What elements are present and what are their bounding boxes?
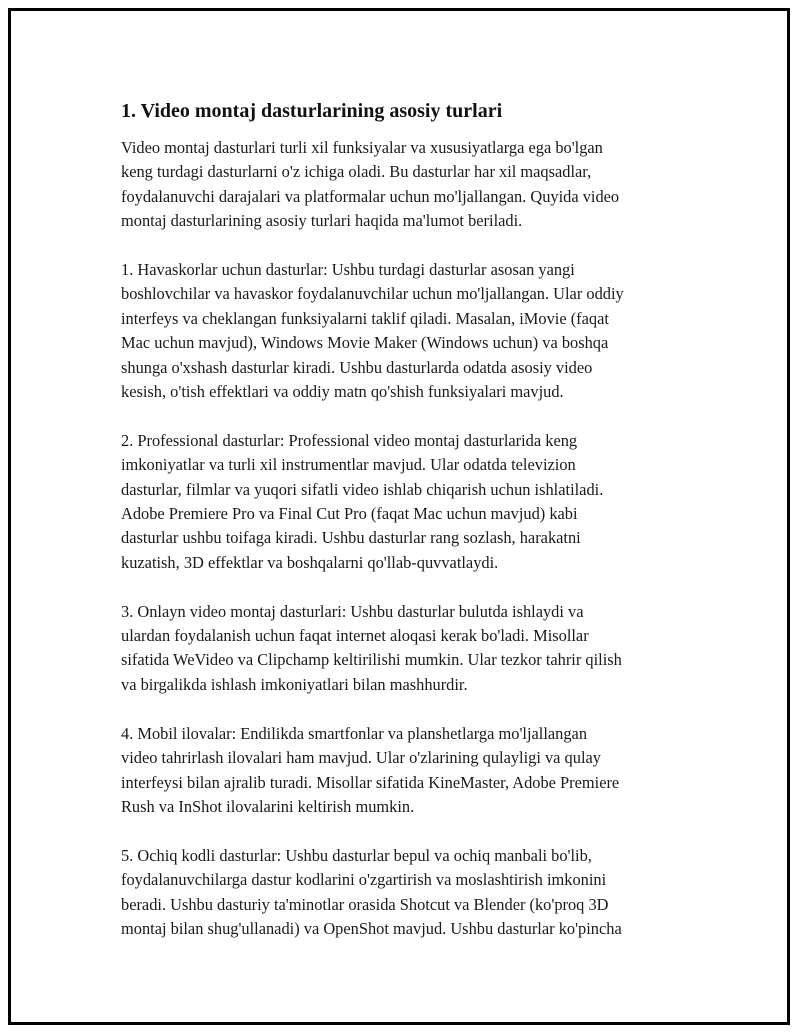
section-heading: 1. Video montaj dasturlarining asosiy turlari bbox=[121, 100, 503, 122]
document-body bbox=[121, 97, 701, 966]
page-frame bbox=[8, 8, 790, 1025]
paragraph-open-source-software: 5. Ochiq kodli dasturlar: Ushbu dasturlar bepul va ochiq manbali bo'lib, foydalanuvchilarga dastur kodlarini o'zgartirish va moslashtirish imkonini beradi. Ushbu dasturiy ta'minotlar orasida Shotcut va Blender (ko'proq 3D montaj bilan shug'ullanadi) va OpenShot mavjud. Ushbu dasturlar ko'pincha bbox=[121, 845, 622, 938]
paragraph-online-software: 3. Onlayn video montaj dasturlari: Ushbu dasturlar bulutda ishlaydi va ulardan foydalanish uchun faqat internet aloqasi kerak bo'ladi. Misollar sifatida WeVideo va Clipchamp keltirilishi mumkin. Ular tezkor tahrir qilish va birgalikda ishlash imkoniyatlari bilan mashhurdir. bbox=[121, 601, 622, 694]
paragraph-mobile-apps: 4. Mobil ilovalar: Endilikda smartfonlar va planshetlarga mo'ljallangan video tahrirlash ilovalari ham mavjud. Ular o'zlarining qulayligi va qulay interfeysi bilan ajralib turadi. Misollar sifatida KineMaster, Adobe Premiere Rush va InShot ilovalarini keltirish mumkin. bbox=[121, 723, 620, 816]
paragraph-amateur-software: 1. Havaskorlar uchun dasturlar: Ushbu turdagi dasturlar asosan yangi boshlovchilar va havaskor foydalanuvchilar uchun mo'ljallangan. Ular oddiy interfeys va cheklangan funksiyalarni taklif qiladi. Masalan, iMovie (faqat Mac uchun mavjud), Windows Movie Maker (Windows uchun) va boshqa shunga o'xshash dasturlar kiradi. Ushbu dasturlarda odatda asosiy video kesish, o'tish effektlari va oddiy matn qo'shish funksiyalari mavjud. bbox=[121, 260, 624, 402]
intro-paragraph: Video montaj dasturlari turli xil funksiyalar va xususiyatlarga ega bo'lgan keng turdagi dasturlarni o'z ichiga oladi. Bu dasturlar har xil maqsadlar, foydalanuvchi darajalari va platformalar uchun mo'ljallangan. Quyida video montaj dasturlarining asosiy turlari haqida ma'lumot beriladi. bbox=[121, 138, 620, 231]
paragraph-professional-software: 2. Professional dasturlar: Professional video montaj dasturlarida keng imkoniyatlar va turli xil instrumentlar mavjud. Ular odatda televizion dasturlar, filmlar va yuqori sifatli video ishlab chiqarish uchun ishlatiladi. Adobe Premiere Pro va Final Cut Pro (faqat Mac uchun mavjud) kabi dasturlar ushbu toifaga kiradi. Ushbu dasturlar rang sozlash, harakatni kuzatish, 3D effektlar va boshqalarni qo'llab-quvvatlaydi. bbox=[121, 430, 604, 572]
